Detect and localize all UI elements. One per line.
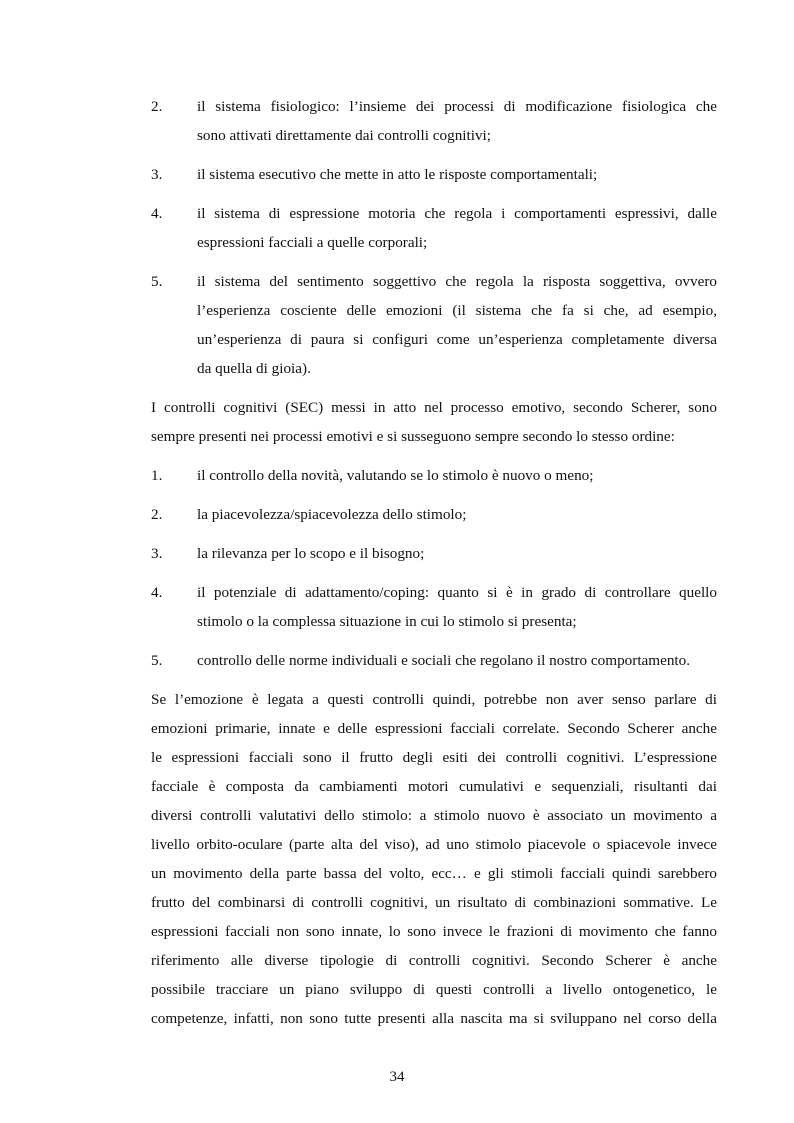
paragraph [151,685,717,1033]
list-item [151,199,717,257]
page-body [151,92,717,1033]
text-line: espressioni facciali non sono innate, lo sono invece le frazioni di movimento che fanno [151,923,717,940]
list-item [151,461,717,490]
text-line: il sistema di espressione motoria che regola i comportamenti espressivi, dalle [197,205,717,222]
text-line: il sistema fisiologico: l’insieme dei processi di modificazione fisiologica che [197,98,717,115]
text-line: possibile tracciare un piano sviluppo di questi controlli a livello ontogenetico, le [151,981,717,998]
text-line: un’esperienza di paura si configuri come un’esperienza completamente diversa [197,331,717,348]
text-line: le espressioni facciali sono il frutto degli esiti dei controlli cognitivi. L’espressione [151,749,717,766]
text-line: un movimento della parte bassa del volto, ecc… e gli stimoli facciali quindi sarebbero [151,865,717,882]
text-line: frutto del combinarsi di controlli cognitivi, un risultato di combinazioni sommative. Le [151,894,717,911]
text-line: Se l’emozione è legata a questi controlli quindi, potrebbe non aver senso parlare di [151,691,717,708]
text-line: la piacevolezza/spiacevolezza dello stimolo; [197,506,467,523]
list-item-number: 4. [151,205,163,222]
list-item [151,578,717,636]
text-line: il potenziale di adattamento/coping: quanto si è in grado di controllare quello [197,584,717,601]
text-line: competenze, infatti, non sono tutte presenti alla nascita ma si sviluppano nel corso della [151,1010,717,1027]
text-line: sempre presenti nei processi emotivi e si susseguono sempre secondo lo stesso ordine: [151,428,675,445]
text-line: stimolo o la complessa situazione in cui lo stimolo si presenta; [197,613,577,630]
text-line: da quella di gioia). [197,360,311,377]
text-line: l’esperienza cosciente delle emozioni (il sistema che fa si che, ad esempio, [197,302,717,319]
list-item-number: 5. [151,273,163,290]
text-line: il sistema esecutivo che mette in atto le risposte comportamentali; [197,166,598,183]
list-item-number: 4. [151,584,163,601]
list-item-number: 5. [151,652,163,669]
text-line: la rilevanza per lo scopo e il bisogno; [197,545,425,562]
text-line: sono attivati direttamente dai controlli cognitivi; [197,127,491,144]
text-line: diversi controlli valutativi dello stimolo: a stimolo nuovo è associato un movimento a [151,807,717,824]
text-line: livello orbito-oculare (parte alta del viso), ad uno stimolo piacevole o spiacevole invece [151,836,717,853]
text-line: emozioni primarie, innate e delle espressioni facciali correlate. Secondo Scherer anche [151,720,717,737]
list-item-number: 1. [151,467,163,484]
text-line: il controllo della novità, valutando se lo stimolo è nuovo o meno; [197,467,594,484]
list-item-number: 3. [151,545,163,562]
list-item-number: 2. [151,98,163,115]
list-item [151,267,717,383]
page-number: 34 [389,1069,405,1085]
paragraph [151,393,717,451]
list-item-number: 2. [151,506,163,523]
text-line: facciale è composta da cambiamenti motori cumulativi e sequenziali, risultanti dai [151,778,717,795]
list-b [151,461,717,675]
list-item [151,539,717,568]
list-item [151,92,717,150]
text-line: espressioni facciali a quelle corporali; [197,234,428,251]
list-item [151,646,717,675]
list-a [151,92,717,383]
text-line: riferimento alle diverse tipologie di controlli cognitivi. Secondo Scherer è anche [151,952,717,969]
list-item-number: 3. [151,166,163,183]
list-item [151,160,717,189]
list-item [151,500,717,529]
text-line: I controlli cognitivi (SEC) messi in atto nel processo emotivo, secondo Scherer, sono [151,399,717,416]
text-line: controllo delle norme individuali e sociali che regolano il nostro comportamento. [197,652,691,669]
text-line: il sistema del sentimento soggettivo che regola la risposta soggettiva, ovvero [197,273,717,290]
